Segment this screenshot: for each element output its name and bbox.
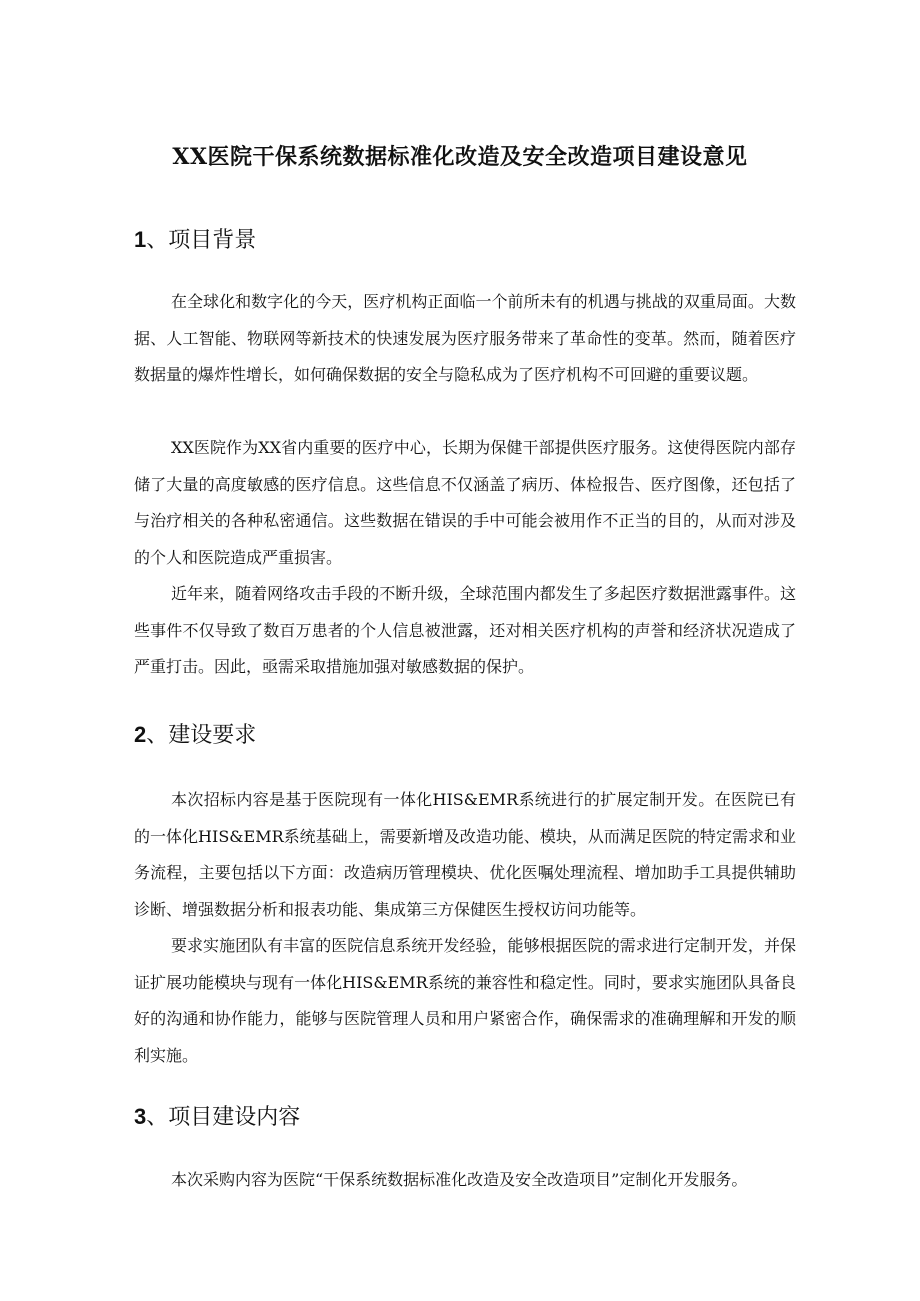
section-heading-1 xyxy=(134,225,256,256)
paragraph: 近年来，随着网络攻击手段的不断升级，全球范围内都发生了多起医疗数据泄露事件。这些事件不仅导致了数百万患者的个人信息被泄露，还对相关医疗机构的声誉和经济状况造成了严重打击。因此，亟需采取措施加强对敏感数据的保护。 xyxy=(134,584,796,676)
section-number: 2 xyxy=(134,722,147,747)
paragraph: XX医院作为XX省内重要的医疗中心，长期为保健干部提供医疗服务。这使得医院内部存储了大量的高度敏感的医疗信息。这些信息不仅涵盖了病历、体检报告、医疗图像，还包括了与治疗相关的各种私密通信。这些数据在错误的手中可能会被用作不正当的目的，从而对涉及的个人和医院造成严重损害。 xyxy=(134,438,796,567)
paragraph: 要求实施团队有丰富的医院信息系统开发经验，能够根据医院的需求进行定制开发，并保证扩展功能模块与现有一体化HIS&EMR系统的兼容性和稳定性。同时，要求实施团队具备良好的沟通和协作能力，能够与医院管理人员和用户紧密合作，确保需求的准确理解和开发的顺利实施。 xyxy=(134,936,796,1065)
section-number: 3 xyxy=(134,1104,147,1129)
section-heading-3 xyxy=(134,1102,300,1133)
paragraph: 本次采购内容为医院“干保系统数据标准化改造及安全改造项目”定制化开发服务。 xyxy=(171,1170,748,1189)
document-title: XX医院干保系统数据标准化改造及安全改造项目建设意见 xyxy=(172,144,748,170)
section-title: 、项目建设内容 xyxy=(146,1105,301,1130)
section-number: 1 xyxy=(134,227,147,252)
section-title: 、建设要求 xyxy=(146,723,257,748)
section-heading-2 xyxy=(134,720,256,751)
paragraph: 本次招标内容是基于医院现有一体化HIS&EMR系统进行的扩展定制开发。在医院已有的一体化HIS&EMR系统基础上，需要新增及改造功能、模块，从而满足医院的特定需求和业务流程，主要包括以下方面：改造病历管理模块、优化医嘱处理流程、增加助手工具提供辅助诊断、增强数据分析和报表功能、集成第三方保健医生授权访问功能等。 xyxy=(134,790,796,919)
paragraph: 在全球化和数字化的今天，医疗机构正面临一个前所未有的机遇与挑战的双重局面。大数据、人工智能、物联网等新技术的快速发展为医疗服务带来了革命性的变革。然而，随着医疗数据量的爆炸性增长，如何确保数据的安全与隐私成为了医疗机构不可回避的重要议题。 xyxy=(134,292,796,384)
section-title: 、项目背景 xyxy=(146,228,257,253)
